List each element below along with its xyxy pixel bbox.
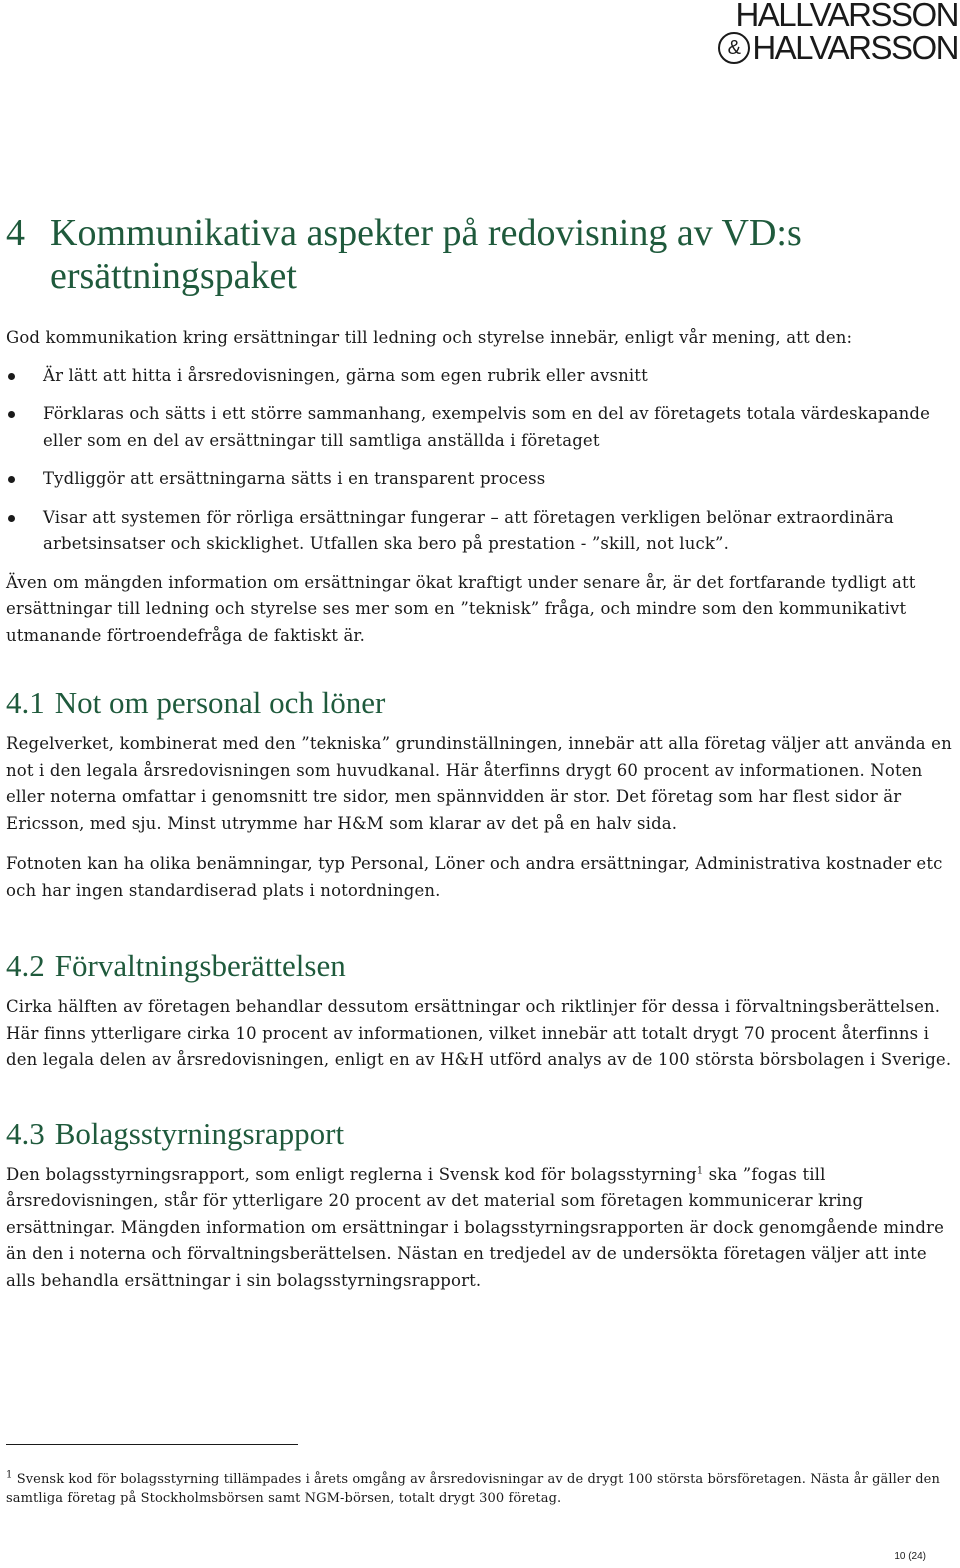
section-4-3-text-end: ska ”fogas till årsredovisningen, står för ytterligare 20 procent av det material som företagen kommunicerar kring ersättningar. Mängden information om ersättningar i bolagsstyrningsrapporten är dock genomgående mindre än den i noterna och förvaltningsberättelsen. Nästan en tredjedel av de undersökta företagen väljer att inte alls behandla ersättningar i sin bolagsstyrningsrapport. [6,1164,944,1290]
section-4-intro: God kommunikation kring ersättningar till ledning och styrelse innebär, enligt vår mening, att den: [6,328,853,347]
section-4-heading [6,212,954,298]
footnote-marker: 1 [6,1469,13,1481]
page-content [6,212,954,1294]
list-item: Visar att systemen för rörliga ersättningar fungerar – att företagen verkligen belönar extraordinära arbetsinsatser och skicklighet. Utfallen ska bero på prestation - ”skill, not luck”. [6,505,954,558]
section-4-2-title: Förvaltningsberättelsen [54,948,346,983]
section-4-1-paragraph-2: Fotnoten kan ha olika benämningar, typ Personal, Löner och andra ersättningar, Administrativa kostnader etc och har ingen standardiserad plats i notordningen. [6,854,943,900]
section-4-2-heading [6,948,954,984]
section-4-closing: Även om mängden information om ersättningar ökat kraftigt under senare år, är det fortfarande tydligt att ersättningar till ledning och styrelse ses mer som en ”teknisk” fråga, och mindre som den kommunikativt utmanande förtroendefråga de faktiskt är. [6,572,916,645]
section-4-3-heading [6,1116,954,1152]
footnote-reference[interactable]: 1 [696,1165,704,1176]
section-4-1-title: Not om personal och löner [54,685,386,720]
section-4-number: 4 [6,212,25,254]
section-4-2-paragraph-1: Cirka hälften av företagen behandlar dessutom ersättningar och riktlinjer för dessa i förvaltningsberättelsen. Här finns ytterligare cirka 10 procent av informationen, vilket innebär att totalt drygt 70 procent återfinns i den legala delen av årsredovisningen, enligt en av H&H utförd analys av de 100 största börsbolagen i Sverige. [6,997,952,1069]
section-4-3-number: 4.3 [6,1115,45,1151]
list-item: Förklaras och sätts i ett större sammanhang, exempelvis som en del av företagets totala värdeskapande eller som en del av ersättningar till samtliga anställda i företaget [6,401,954,454]
section-4-2-number: 4.2 [6,948,45,983]
footnote-text: Svensk kod för bolagsstyrning tillämpades i årets omgång av årsredovisningar av de drygt 100 största börsföretagen. Nästa år gäller den samtliga företag på Stockholmsbörsen samt NGM-börsen, totalt drygt 300 företag. [6,1472,940,1506]
section-4-1-paragraph-1: Regelverket, kombinerat med den ”tekniska” grundinställningen, innebär att alla företag väljer att använda en not i den legala årsredovisningen som huvudkanal. Här återfinns drygt 60 procent av informationen. Noten eller noterna omfattar i genomsnitt tre sidor, men spännvidden är stor. Det företag som har flest sidor är Ericsson, med sju. Minst utrymme har H&M som klarar av det på en halv sida. [6,734,952,833]
section-4-1-heading [6,685,954,721]
page-number: 10 (24) [894,1551,926,1562]
logo-line-2-text: HALVARSSON [752,29,958,66]
company-logo [718,0,958,64]
list-item: Tydliggör att ersättningarna sätts i en transparent process [6,466,954,493]
footnote [6,1470,946,1508]
footnote-divider [6,1444,298,1445]
section-4-3-text-start: Den bolagsstyrningsrapport, som enligt reglerna i Svensk kod för bolagsstyrning [6,1164,697,1184]
ampersand-icon: & [718,32,750,64]
section-4-1-number: 4.1 [6,685,45,720]
section-4-3-title: Bolagsstyrningsrapport [54,1115,345,1151]
section-4-3-paragraph-1 [6,1162,954,1295]
list-item: Är lätt att hitta i årsredovisningen, gärna som egen rubrik eller avsnitt [6,363,954,390]
section-4-title: Kommunikativa aspekter på redovisning av VD:s ersättningspaket [50,212,802,297]
logo-line-1: HALLVARSSON [735,0,958,33]
communication-criteria-list [6,363,954,558]
logo-line-2 [718,31,958,64]
